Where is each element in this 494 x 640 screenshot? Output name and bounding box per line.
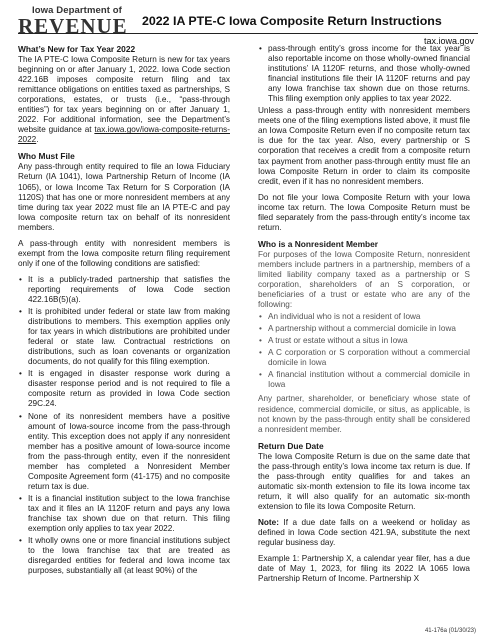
- heading-whats-new: What’s New for Tax Year 2022: [18, 44, 136, 54]
- exemption-list-continued: [258, 44, 470, 104]
- left-column: [18, 44, 230, 580]
- paragraph-exemption-intro: A pass-through entity with nonresident members is exempt from the Iowa composite return filing requirement only if one of the following conditions are satisfied:: [18, 238, 230, 268]
- page-header: [18, 4, 478, 40]
- heading-return-due-date: Return Due Date: [258, 440, 324, 451]
- paragraph-due-date: The Iowa Composite Return is due on the same date that the pass-through entity’s Iowa income tax return is due. If the pass-through entity qualifies for and takes an automatic six-month extension to file its Iowa income tax return, it will also qualify for an automatic six-month extension to file its Iowa Composite Return.: [258, 451, 470, 511]
- list-item: • A partnership without a commercial domicile in Iowa: [258, 324, 470, 334]
- heading-who-must-file: Who Must File: [18, 151, 75, 162]
- paragraph-unknown-residence: Any partner, shareholder, or beneficiary whose state of residence, commercial domicile, or situs, as applicable, is not known by the pass-through entity shall be considered a nonresident member.: [258, 394, 470, 434]
- list-item: • An individual who is not a resident of Iowa: [258, 312, 470, 322]
- list-item: • It is prohibited under federal or state law from making distributions to members. This exemption applies only for tax years in which distributions are prohibited under federal or state law. Contractual restrictions on distributions, such as loan covenants or organization documents, do not qualify for this filing exemption.: [18, 307, 230, 367]
- paragraph-note: [258, 518, 470, 548]
- list-item: • A C corporation or S corporation without a commercial domicile in Iowa: [258, 348, 470, 368]
- header-divider: [18, 33, 478, 34]
- paragraph-who-must-file: Any pass-through entity required to file an Iowa Fiduciary Return (IA 1041), Iowa Partnership Return of Income (IA 1065), or Iowa Income Tax Return for S Corporation (IA 1120S) that has one or more nonresident members at any time during tax year 2022 must file an IA PTE-C and pay Iowa composite return tax on behalf of its nonresident members.: [18, 162, 230, 232]
- nonresident-list: [258, 312, 470, 390]
- list-item: • It is a financial institution subject to the Iowa franchise tax and it files an IA 1120F return and pays any Iowa franchise tax shown due on that return. This filing exemption only applies to tax year 2022.: [18, 494, 230, 534]
- paragraph-unless: Unless a pass-through entity with nonresident members meets one of the filing exemptions listed above, it must file an Iowa Composite Return even if no composite return tax is due for the tax year. Also, every partnership or S corporation that receives a credit from a composite return tax payment from another pass-through entity must file an Iowa Composite Return in order to claim its composite credit, even if it has no nonresident members.: [258, 106, 470, 186]
- list-item: • It wholly owns one or more financial institutions subject to the Iowa franchise tax that are treated as disregarded entities for federal and Iowa income tax purposes, substantially all (at least 90%) of the: [18, 536, 230, 576]
- list-item: • It is engaged in disaster response work during a disaster response period and is not required to file a composite return as provided in Iowa Code section 29C.24.: [18, 369, 230, 409]
- paragraph-nonresident: For purposes of the Iowa Composite Return, nonresident members include partners in a partnership, members of a limited liability company taxed as a partnership or S corporation, shareholders of an S corporation, or beneficiaries of a trust or estate who are any of the following:: [258, 249, 470, 310]
- list-item: • A financial institution without a commercial domicile in Iowa: [258, 370, 470, 390]
- paragraph-do-not-file: Do not file your Iowa Composite Return with your Iowa income tax return. The Iowa Composite Return must be filed separately from the pass-through entity’s income tax return.: [258, 192, 470, 232]
- list-item: • A trust or estate without a situs in Iowa: [258, 336, 470, 346]
- note-text: If a due date falls on a weekend or holiday as defined in Iowa Code section 421.9A, substitute the next regular business day.: [258, 517, 470, 548]
- list-item: • It is a publicly-traded partnership that satisfies the reporting requirements of Iowa Code section 422.16B(5)(a).: [18, 275, 230, 305]
- heading-nonresident-member: Who is a Nonresident Member: [258, 238, 379, 249]
- paragraph-example: Example 1: Partnership X, a calendar year filer, has a due date of May 1, 2023, for filing its 2022 IA 1065 Iowa Partnership Return of Income. Partnership X: [258, 554, 470, 584]
- logo-revenue-text: REVENUE: [18, 14, 128, 38]
- list-item: • None of its nonresident members have a positive amount of Iowa-source income from the pass-through entity. This exception does not apply if any nonresident member has a positive amount of Iowa-source income from the pass-through entity, even if the nonresident member has completed a Nonresident Member Composite Agreement form (41-175) and no composite return tax is due.: [18, 412, 230, 492]
- paragraph-whats-new: The IA PTE-C Iowa Composite Return is new for tax years beginning on or after January 1, 2022. Iowa Code section 422.16B imposes composite return filing and tax remittance obligations on entities taxed as partnerships, S corporations, estates, or trusts (i.e., “pass-through entities”) for tax years beginning on or after January 1, 2022. For additional information, see the Department’s website guidance at tax.iowa.gov/iowa-composite-returns-2022.: [18, 55, 230, 145]
- logo-department-text: Iowa Department of: [32, 5, 122, 16]
- exemption-list: [18, 275, 230, 576]
- note-label: Note:: [258, 517, 279, 527]
- document-title: 2022 IA PTE-C Iowa Composite Return Instructions: [142, 14, 442, 28]
- form-code: 41-176a (01/30/23): [424, 628, 476, 634]
- website-label: tax.iowa.gov: [423, 36, 474, 46]
- right-column: [258, 44, 470, 590]
- composite-returns-link[interactable]: tax.iowa.gov/iowa-composite-returns-2022: [18, 125, 230, 145]
- list-item-continued: • pass-through entity’s gross income for the tax year is also reportable income on those wholly-owned financial institutions’ IA 1120F returns, and those wholly-owned financial institutions file their IA 1120F returns and pay any Iowa franchise tax shown due on those returns. This filing exemption only applies to tax year 2022.: [258, 44, 470, 104]
